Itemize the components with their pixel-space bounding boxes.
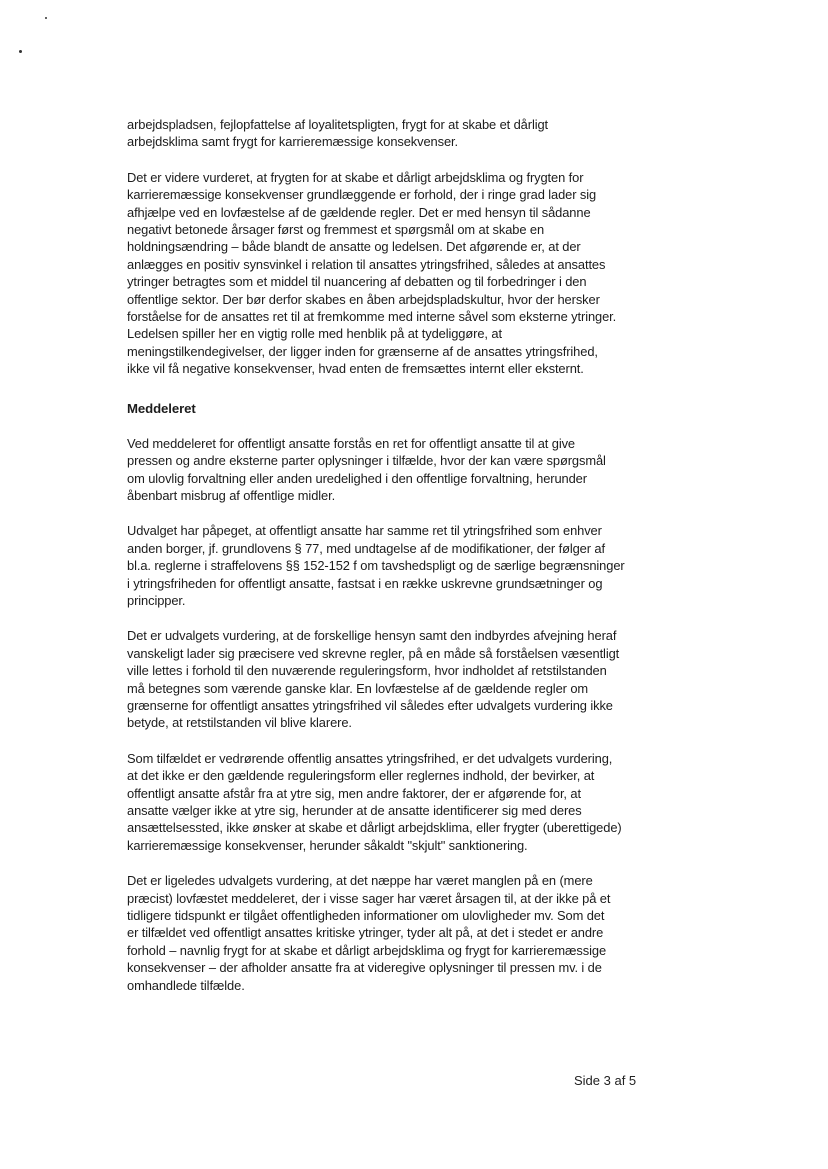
text-line: omhandlede tilfælde. [127, 977, 245, 993]
text-line: i ytringsfriheden for offentligt ansatte, fastsat i en række uskrevne grundsætninger og [127, 575, 603, 591]
text-line: om ulovlig forvaltning eller anden uredelighed i den offentlige forvaltning, herunder [127, 470, 587, 486]
text-line: principper. [127, 592, 186, 608]
text-line: afhjælpe ved en lovfæstelse af de gældende regler. Det er med hensyn til sådanne [127, 204, 591, 220]
text-line: bl.a. reglerne i straffelovens §§ 152-152 f om tavshedspligt og de særlige begrænsninger [127, 558, 625, 574]
text-line: tidligere tidspunkt er tilgået offentligheden informationer om ulovligheder mv. Som det [127, 908, 605, 924]
text-line: negativt betonede årsager først og fremmest et spørgsmål om at skabe en [127, 222, 545, 238]
text-line: forståelse for de ansattes ret til at fremkomme med interne såvel som eksterne ytringer. [127, 309, 617, 325]
text-line: Det er udvalgets vurdering, at de forskellige hensyn samt den indbyrdes afvejning heraf [127, 628, 617, 644]
text-line: Udvalget har påpeget, at offentligt ansatte har samme ret til ytringsfrihed som enhver [127, 523, 602, 539]
text-line: karrieremæssige konsekvenser, herunder såkaldt "skjult" sanktionering. [127, 837, 528, 853]
section-heading: Meddeleret [127, 400, 196, 416]
text-line: meningstilkendegivelser, der ligger inden for grænserne af de ansattes ytringsfrihed, [127, 343, 598, 359]
text-line: vanskeligt lader sig præcisere ved skrevne regler, på en måde så forståelsen væsentligt [127, 645, 620, 661]
text-line: Det er ligeledes udvalgets vurdering, at det næppe har været manglen på en (mere [127, 873, 593, 889]
text-line: offentligt ansatte afstår fra at ytre sig, men andre faktorer, der er afgørende for, at [127, 785, 581, 801]
text-line: ansatte vælger ikke at ytre sig, herunder at de ansatte identificerer sig med deres [127, 803, 582, 818]
text-line: ville lettes i forhold til den nuværende reguleringsform, hvor indholdet af retstilstanden [127, 663, 607, 679]
text-line: anlægges en positiv synsvinkel i relation til ansattes ytringsfrihed, således at ansattes [127, 256, 606, 272]
body-paragraph [127, 116, 647, 151]
text-line: betyde, at retstilstanden vil blive klarere. [127, 715, 352, 731]
text-line: anden borger, jf. grundlovens § 77, med undtagelse af de modifikationer, der følger af [127, 540, 605, 556]
text-line: Som tilfældet er vedrørende offentlig ansattes ytringsfrihed, er det udvalgets vurdering, [127, 750, 613, 766]
text-line: at det ikke er den gældende reguleringsform eller reglernes indhold, der bevirker, at [127, 768, 595, 784]
text-line: karrieremæssige konsekvenser grundlæggende er forhold, der i ringe grad lader sig [127, 187, 597, 203]
text-line: Ledelsen spiller her en vigtig rolle med henblik på at tydeliggøre, at [127, 326, 502, 342]
text-line: Ved meddeleret for offentligt ansatte forstås en ret for offentligt ansatte til at give [127, 435, 575, 451]
text-line: præcist) lovfæstet meddeleret, der i visse sager har været årsagen til, at der ikke på et [127, 890, 611, 906]
text-line: Det er videre vurderet, at frygten for at skabe et dårligt arbejdsklima og frygten for [127, 169, 584, 185]
text-line: åbenbart misbrug af offentlige midler. [127, 487, 336, 503]
text-line: er tilfældet ved offentligt ansattes kritiske ytringer, tyder alt på, at det i stedet er andre [127, 925, 604, 941]
document-body [127, 116, 647, 1012]
text-line: ansættelsessted, ikke ønsker at skabe et dårligt arbejdsklima, eller frygter (uberettigede) [127, 820, 622, 836]
text-line: ytringer betragtes som et middel til nuancering af debatten og til forbedringer i den [127, 274, 587, 290]
body-paragraph [127, 872, 647, 994]
text-line: grænserne for offentligt ansattes ytringsfrihed vil således efter udvalgets vurdering ikke [127, 697, 613, 713]
body-paragraph [127, 435, 647, 505]
text-line: forhold – navnlig frygt for at skabe et dårligt arbejdsklima og frygt for karrieremæssige [127, 942, 607, 958]
scan-speck [45, 17, 47, 19]
page-number: Side 3 af 5 [574, 1073, 637, 1088]
text-line: konsekvenser – der afholder ansatte fra at videregive oplysninger til pressen mv. i de [127, 960, 602, 976]
text-line: må betegnes som værende ganske klar. En lovfæstelse af de gældende regler om [127, 680, 589, 696]
scan-speck [19, 50, 22, 53]
body-paragraph [127, 750, 647, 854]
text-line: arbejdsklima samt frygt for karrieremæssige konsekvenser. [127, 134, 459, 150]
text-line: holdningsændring – både blandt de ansatte og ledelsen. Det afgørende er, at der [127, 239, 581, 255]
body-paragraph [127, 169, 647, 378]
text-line: arbejdspladsen, fejlopfattelse af loyalitetspligten, frygt for at skabe et dårligt [127, 117, 549, 132]
body-paragraph [127, 522, 647, 609]
text-line: offentlige sektor. Der bør derfor skabes en åben arbejdspladskultur, hvor der hersker [127, 291, 600, 307]
text-line: ikke vil få negative konsekvenser, hvad enten de fremsættes internt eller eksternt. [127, 361, 584, 377]
text-line: pressen og andre eksterne parter oplysninger i tilfælde, hvor der kan være spørgsmål [127, 453, 606, 469]
body-paragraph [127, 627, 647, 731]
